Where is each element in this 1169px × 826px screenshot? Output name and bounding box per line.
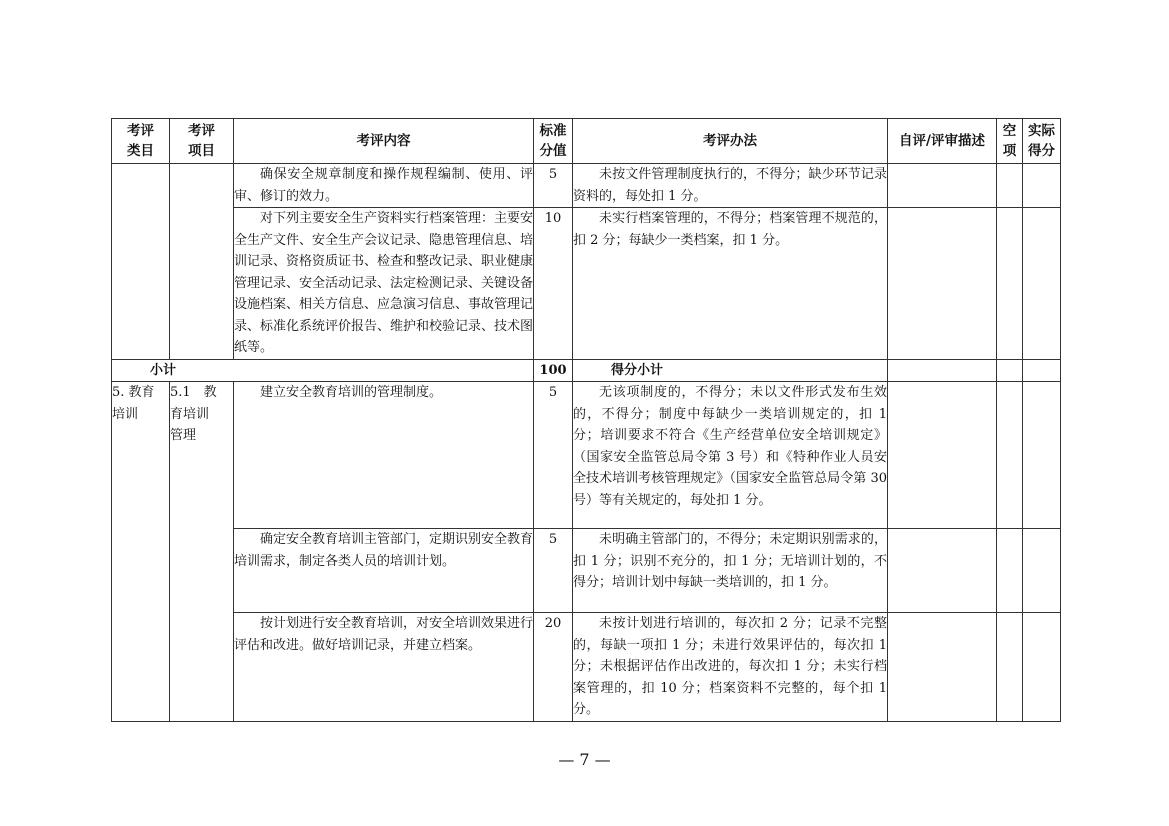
table-row [112, 208, 1061, 360]
actual-score-cell [1023, 359, 1061, 382]
page-number: — 7 — [558, 750, 611, 769]
actual-score-cell [1023, 208, 1061, 360]
subtotal-score: 100 [534, 359, 573, 382]
empty-cell [997, 529, 1023, 613]
table-row [112, 613, 1061, 722]
score-cell: 5 [534, 382, 573, 529]
empty-cell [997, 164, 1023, 208]
method-cell: 未明确主管部门的，不得分；未定期识别需求的，扣 1 分；识别不充分的，扣 1 分；无培训计划的，不得分；培训计划中每缺一类培训的，扣 1 分。 [573, 529, 888, 613]
score-cell: 5 [534, 164, 573, 208]
table-row [112, 164, 1061, 208]
content-cell: 对下列主要安全生产资料实行档案管理：主要安全生产文件、安全生产会议记录、隐患管理信息、培训记录、资格资质证书、检查和整改记录、职业健康管理记录、安全活动记录、法定检测记录、关键设备设施档案、相关方信息、应急演习信息、事故管理记录、标准化系统评价报告、维护和校验记录、技术图纸等。 [234, 208, 534, 360]
section-project: 5.1 教 育培训 管理 [170, 382, 234, 722]
self-eval-cell [888, 208, 997, 360]
self-eval-cell [888, 164, 997, 208]
self-eval-cell [888, 359, 997, 382]
score-cell: 5 [534, 529, 573, 613]
header-actual: 实际 得分 [1023, 119, 1061, 164]
header-content: 考评内容 [234, 119, 534, 164]
empty-cell [997, 359, 1023, 382]
header-row [112, 119, 1061, 164]
header-project: 考评 项目 [170, 119, 234, 164]
content-cell: 按计划进行安全教育培训，对安全培训效果进行评估和改进。做好培训记录，并建立档案。 [234, 613, 534, 722]
score-cell: 20 [534, 613, 573, 722]
project-cell-empty [170, 164, 234, 360]
header-empty: 空 项 [997, 119, 1023, 164]
subtotal-label: 小计 [112, 359, 534, 382]
empty-cell [997, 382, 1023, 529]
self-eval-cell [888, 613, 997, 722]
score-cell: 10 [534, 208, 573, 360]
content-cell: 确保安全规章制度和操作规程编制、使用、评审、修订的效力。 [234, 164, 534, 208]
method-cell: 未按计划进行培训的，每次扣 2 分；记录不完整的，每缺一项扣 1 分；未进行效果评估的，每次扣 1 分；未根据评估作出改进的，每次扣 1 分；未实行档案管理的，扣 10 分；档案资料不完整的，每个扣 1 分。 [573, 613, 888, 722]
self-eval-cell [888, 529, 997, 613]
content-cell: 建立安全教育培训的管理制度。 [234, 382, 534, 529]
header-self-eval: 自评/评审描述 [888, 119, 997, 164]
actual-score-cell [1023, 613, 1061, 722]
actual-score-cell [1023, 164, 1061, 208]
evaluation-table [111, 118, 1061, 722]
table-row [112, 382, 1061, 529]
header-score: 标准 分值 [534, 119, 573, 164]
header-category: 考评 类目 [112, 119, 170, 164]
empty-cell [997, 208, 1023, 360]
subtotal-method-label: 得分小计 [573, 359, 888, 382]
category-cell-empty [112, 164, 170, 360]
actual-score-cell [1023, 382, 1061, 529]
method-cell: 无该项制度的，不得分；未以文件形式发布生效的，不得分；制度中每缺少一类培训规定的，扣 1 分；培训要求不符合《生产经营单位安全培训规定》（国家安全监管总局令第 3 号）和《特种作业人员安全技术培训考核管理规定》（国家安全监管总局令第 30 号）等有关规定的，每处扣 1 分。 [573, 382, 888, 529]
self-eval-cell [888, 382, 997, 529]
section-category: 5. 教育 培训 [112, 382, 170, 722]
content-cell: 确定安全教育培训主管部门，定期识别安全教育培训需求，制定各类人员的培训计划。 [234, 529, 534, 613]
method-cell: 未实行档案管理的，不得分；档案管理不规范的，扣 2 分；每缺少一类档案，扣 1 分。 [573, 208, 888, 360]
actual-score-cell [1023, 529, 1061, 613]
table-row [112, 529, 1061, 613]
method-cell: 未按文件管理制度执行的，不得分；缺少环节记录资料的，每处扣 1 分。 [573, 164, 888, 208]
subtotal-row [112, 359, 1061, 382]
header-method: 考评办法 [573, 119, 888, 164]
empty-cell [997, 613, 1023, 722]
